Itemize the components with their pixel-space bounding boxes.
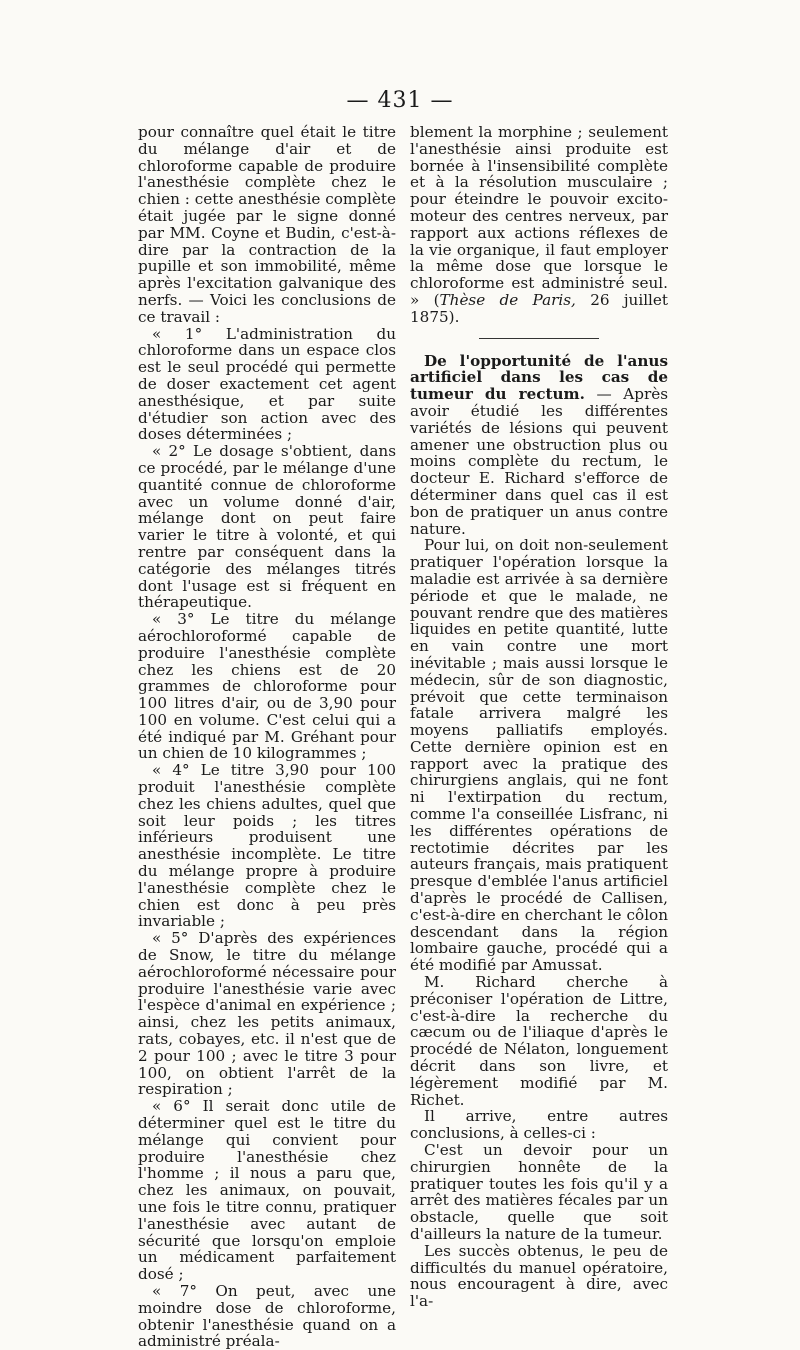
citation-date: 26 juillet 1875).: [410, 290, 668, 326]
citation-source: Thèse de Paris,: [439, 290, 576, 309]
paragraph: Pour lui, on doit non-seulement pratiquer l'opération lorsque la maladie est arrivée à sa dernière période et que le malade, ne pouvant rendre que des matières liquides en petite quantité, lutte en vain contre une mort inévitable ; mais aussi lorsque le médecin, sûr de son diagnostic, prévoit que cette terminaison fatale arrivera malgré les moyens palliatifs employés. Cette dernière opinion est en rapport avec la pratique des chirurgiens anglais, qui ne font ni l'extirpation du rectum, comme l'a conseillée Lisfranc, ni les différentes opérations de rectotimie décrites par les auteurs français, mais pratiquent presque d'emblée l'anus artificiel d'après le procédé de Callisen, c'est-à-dire en cherchant le côlon descendant dans la région lombaire gauche, procédé qui a été modifié par Amussat.: [410, 536, 668, 975]
section-heading: De l'opportunité de l'anus artificiel dans les cas de tumeur du rectum.: [410, 351, 668, 404]
paragraph-continuation: [410, 124, 668, 326]
paragraph: « 1° L'administration du chloroforme dans un espace clos est le seul procédé qui permette de doser exactement cet agent anesthésique, et par suite d'étudier son action avec des doses déterminées ;: [138, 324, 396, 444]
paragraph: « 4° Le titre 3,90 pour 100 produit l'anesthésie complète chez les chiens adultes, quel que soit leur poids ; les titres inférieurs produisent une anesthésie incomplète. Le titre du mélange propre à produire l'anesthésie complète chez le chien est donc à peu près invariable ;: [138, 761, 396, 931]
paragraph: Les succès obtenus, le peu de difficultés du manuel opératoire, nous encouragent à dire, avec l'a-: [410, 1241, 668, 1311]
paragraph: Il arrive, entre autres conclusions, à celles-ci :: [410, 1107, 668, 1143]
paragraph: « 3° Le titre du mélange aérochloroformé capable de produire l'anesthésie complète chez les chiens est de 20 grammes de chloroforme pour 100 litres d'air, ou de 3,90 pour 100 en volume. C'est celui qui a été indiqué par M. Gréhant pour un chien de 10 kilogrammes ;: [138, 610, 396, 763]
right-column: [410, 124, 668, 1310]
paragraph: « 5° D'après des expériences de Snow, le titre du mélange aérochloroformé nécessaire pour produire l'anesthésie varie avec l'espèce d'animal en expérience ; ainsi, chez les petits animaux, rats, cobayes, etc. il n'est que de 2 pour 100 ; avec le titre 3 pour 100, on obtient l'arrêt de la respiration ;: [138, 929, 396, 1099]
section-paragraph: [410, 353, 668, 538]
paragraph: « 2° Le dosage s'obtient, dans ce procédé, par le mélange d'une quantité connue de chloroforme avec un volume donné d'air, mélange dont on peut faire varier le titre à volonté, et qui rentre par conséquent dans la catégorie des mélanges titrés dont l'usage est si fréquent en thérapeutique.: [138, 442, 396, 612]
page-number: — 431 —: [346, 88, 454, 113]
left-column: [138, 124, 396, 1350]
paragraph: pour connaître quel était le titre du mélange d'air et de chloroforme capable de produire l'anesthésie complète chez le chien : cette anesthésie complète était jugée par le signe donné par MM. Coyne et Budin, c'est-à-dire par la contraction de la pupille et son immobilité, même après l'excitation galvanique des nerfs. — Voici les conclusions de ce travail :: [138, 123, 396, 326]
section-lead: — Après avoir étudié les différentes variétés de lésions qui peuvent amener une obstruction plus ou moins complète du rectum, le docteur E. Richard s'efforce de déterminer dans quel cas il est bon de pratiquer un anus contre nature.: [410, 385, 668, 538]
section-divider: [479, 338, 599, 339]
paragraph: C'est un devoir pour un chirurgien honnête de la pratiquer toutes les fois qu'il y a arrêt des matières fécales par un obstacle, quelle que soit d'ailleurs la nature de la tumeur.: [410, 1141, 668, 1243]
paragraph: M. Richard cherche à préconiser l'opération de Littre, c'est-à-dire la recherche du cæcum ou de l'iliaque d'après le procédé de Nélaton, longuement décrit dans son livre, et légèrement modifié par M. Richet.: [410, 973, 668, 1109]
paragraph: « 7° On peut, avec une moindre dose de chloroforme, obtenir l'anesthésie quand on a administré préala-: [138, 1281, 396, 1350]
continuation-text: blement la morphine ; seulement l'anesthésie ainsi produite est bornée à l'insensibilité complète et à la résolution musculaire ; pour éteindre le pouvoir excito-moteur des centres nerveux, par rapport aux actions réflexes de la vie organique, il faut employer la même dose que lorsque le chloroforme est administré seul. » (: [410, 123, 668, 309]
paragraph: « 6° Il serait donc utile de déterminer quel est le titre du mélange qui convient pour produire l'anesthésie chez l'homme ; il nous a paru que, chez les animaux, on pouvait, une fois le titre connu, pratiquer l'anesthésie avec autant de sécurité que lorsqu'on emploie un médicament parfaitement dosé ;: [138, 1097, 396, 1284]
